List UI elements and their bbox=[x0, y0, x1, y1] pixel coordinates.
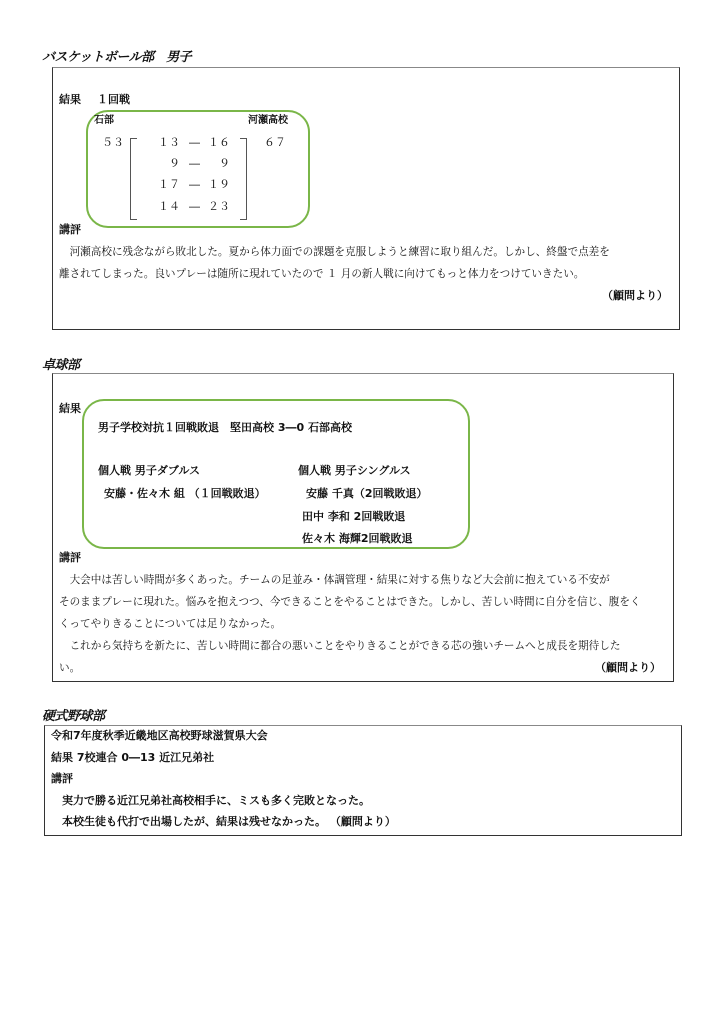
table-tennis-signature: （顧問より） bbox=[595, 661, 661, 674]
baseball-section bbox=[44, 725, 682, 836]
table-tennis-section bbox=[52, 373, 674, 682]
total-left: ５３ bbox=[102, 136, 124, 149]
quarter-right: １６ bbox=[208, 136, 230, 149]
doubles-result: 安藤・佐々木 組 （１回戦敗退） bbox=[104, 487, 266, 500]
quarter-right: １９ bbox=[208, 178, 230, 191]
basketball-review-line: 離されてしまった。良いプレーは随所に現れていたので １ 月の新人戦に向けてもっと体力をつけていきたい。 bbox=[59, 268, 585, 280]
basketball-review-label: 講評 bbox=[59, 223, 81, 236]
basketball-result-label: 結果 bbox=[59, 93, 81, 106]
total-right: ６７ bbox=[264, 136, 286, 149]
team-right: 河瀬高校 bbox=[248, 115, 288, 126]
table-tennis-review-label: 講評 bbox=[59, 551, 81, 564]
baseball-result: 結果 7校連合 0―13 近江兄弟社 bbox=[51, 751, 215, 764]
quarter-dash: ― bbox=[189, 178, 200, 191]
basketball-section bbox=[52, 67, 680, 330]
table-tennis-review-line: そのままプレーに現れた。悩みを抱えつつ、今できることをやることはできた。しかし、苦しい時間に自分を信じ、腹をく bbox=[59, 596, 641, 608]
basketball-signature: （顧問より） bbox=[602, 289, 668, 302]
table-tennis-review-line: くってやりきることについては足りなかった。 bbox=[59, 618, 282, 630]
quarter-dash: ― bbox=[189, 136, 200, 149]
baseball-review-label: 講評 bbox=[51, 772, 73, 785]
bracket-left bbox=[130, 138, 137, 220]
basketball-score-box bbox=[86, 110, 310, 228]
basketball-round: １回戦 bbox=[97, 93, 130, 106]
quarter-dash: ― bbox=[189, 200, 200, 213]
basketball-review-line: 河瀬高校に残念ながら敗北した。夏から体力面での課題を克服しようと練習に取り組んだ。しかし、終盤で点差を bbox=[59, 246, 610, 258]
quarter-left: １４ bbox=[158, 200, 180, 213]
baseball-tournament: 令和7年度秋季近畿地区高校野球滋賀県大会 bbox=[51, 729, 268, 742]
table-tennis-heading: 卓球部 bbox=[42, 358, 80, 373]
singles-result: 安藤 千真（2回戦敗退） bbox=[306, 487, 428, 500]
quarter-right: ９ bbox=[219, 157, 230, 170]
table-tennis-result-box bbox=[82, 399, 470, 549]
basketball-heading: バスケットボール部 男子 bbox=[42, 50, 192, 65]
quarter-left: ９ bbox=[169, 157, 180, 170]
quarter-right: ２３ bbox=[208, 200, 230, 213]
table-tennis-review-line: い。 bbox=[59, 662, 81, 674]
baseball-review-line: 本校生徒も代打で出場したが、結果は残せなかった。 （顧問より） bbox=[51, 815, 396, 828]
team-match-result: 男子学校対抗１回戦敗退 堅田高校 3―0 石部高校 bbox=[98, 421, 352, 434]
quarter-dash: ― bbox=[189, 157, 200, 170]
quarter-left: １３ bbox=[158, 136, 180, 149]
table-tennis-review-line: これから気持ちを新たに、苦しい時間に都合の悪いことをやりきることができる芯の強いチームへと成長を期待した bbox=[59, 640, 621, 652]
singles-result: 佐々木 海輝2回戦敗退 bbox=[302, 532, 413, 545]
singles-heading: 個人戦 男子シングルス bbox=[298, 464, 411, 477]
quarter-left: １７ bbox=[158, 178, 180, 191]
table-tennis-result-label: 結果 bbox=[59, 402, 81, 415]
singles-result: 田中 李和 2回戦敗退 bbox=[302, 510, 406, 523]
doubles-heading: 個人戦 男子ダブルス bbox=[98, 464, 201, 477]
table-tennis-review-line: 大会中は苦しい時間が多くあった。チームの足並み・体調管理・結果に対する焦りなど大会前に抱えている不安が bbox=[59, 574, 610, 586]
team-left: 石部 bbox=[94, 115, 114, 126]
baseball-review-line: 実力で勝る近江兄弟社高校相手に、ミスも多く完敗となった。 bbox=[51, 794, 370, 807]
baseball-heading: 硬式野球部 bbox=[42, 709, 105, 724]
bracket-right bbox=[240, 138, 247, 220]
